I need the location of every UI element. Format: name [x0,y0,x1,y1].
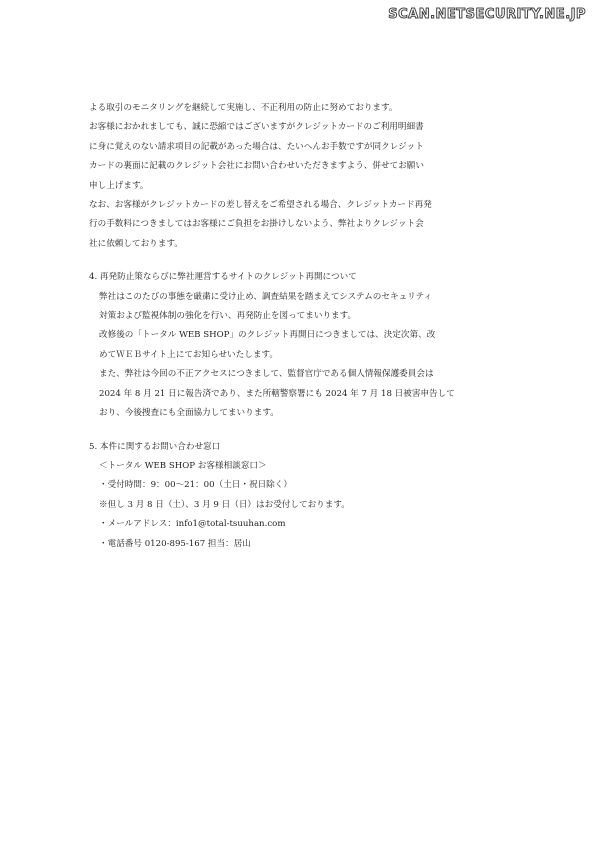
document-page [89,99,519,554]
section-5-title: 5. 本件に関するお問い合わせ窓口 [89,441,221,452]
section-5-body [89,457,519,554]
section-4-line: 弊社はこのたびの事態を厳粛に受け止め、調査結果を踏まえてシステムのセキュリティ [99,291,433,302]
contact-hours: ・受付時間：9：00〜21：00（土日・祝日除く） [99,480,292,491]
site-watermark: SCAN.NETSECURITY.NE.JP [388,7,586,22]
intro-paragraph [89,99,519,254]
section-4-body [89,288,519,424]
intro-line: お客様におかれましても、誠に恐縮ではございますがクレジットカードのご利用明細書 [89,122,424,133]
contact-hours-note: ※但し 3 月 8 日（土）、3 月 9 日（日）はお受付しております。 [99,499,350,510]
contact-desk-name: ＜トータル WEB SHOP お客様相談窓口＞ [99,460,267,471]
intro-line: に身に覚えのない請求項目の記載があった場合は、たいへんお手数ですが同クレジット [89,141,424,152]
intro-line: 申し上げます。 [89,180,149,191]
intro-line: 社に依頼しております。 [89,238,183,249]
section-4-line: 2024 年 8 月 21 日に報告済であり、また所轄警察署にも 2024 年 7 月 18 日被害申告して [99,388,455,399]
intro-line: なお、お客様がクレジットカードの差し替えをご希望される場合、クレジットカード再発 [89,200,432,211]
section-4-line: めてＷＥＢサイト上にてお知らせいたします。 [99,349,278,360]
section-4-line: また、弊社は今回の不正アクセスにつきまして、監督官庁である個人情報保護委員会は [99,369,434,380]
section-4-line: 対策および監視体制の強化を行い、再発防止を図ってまいります。 [99,311,357,322]
section-4-line: 改修後の「トータル WEB SHOP」のクレジット再開日につきましては、決定次第、改 [99,330,436,341]
contact-phone: ・電話番号 0120-895-167 担当：居山 [99,538,251,549]
section-4-title: 4. 再発防止策ならびに弊社運営するサイトのクレジット再開について [89,272,357,283]
contact-email: ・メールアドレス：info1@total-tsuuhan.com [99,519,286,530]
section-4-line: おり、今後捜査にも全面協力してまいります。 [99,408,279,419]
intro-line: 行の手数料につきましてはお客様にご負担をお掛けしないよう、弊社よりクレジット会 [89,219,424,230]
section-4 [89,268,519,423]
intro-line: よる取引のモニタリングを継続して実施し、不正利用の防止に努めております。 [89,103,398,113]
section-5 [89,438,519,554]
intro-line: カードの裏面に記載のクレジット会社にお問い合わせいただきますよう、併せてお願い [89,161,424,172]
